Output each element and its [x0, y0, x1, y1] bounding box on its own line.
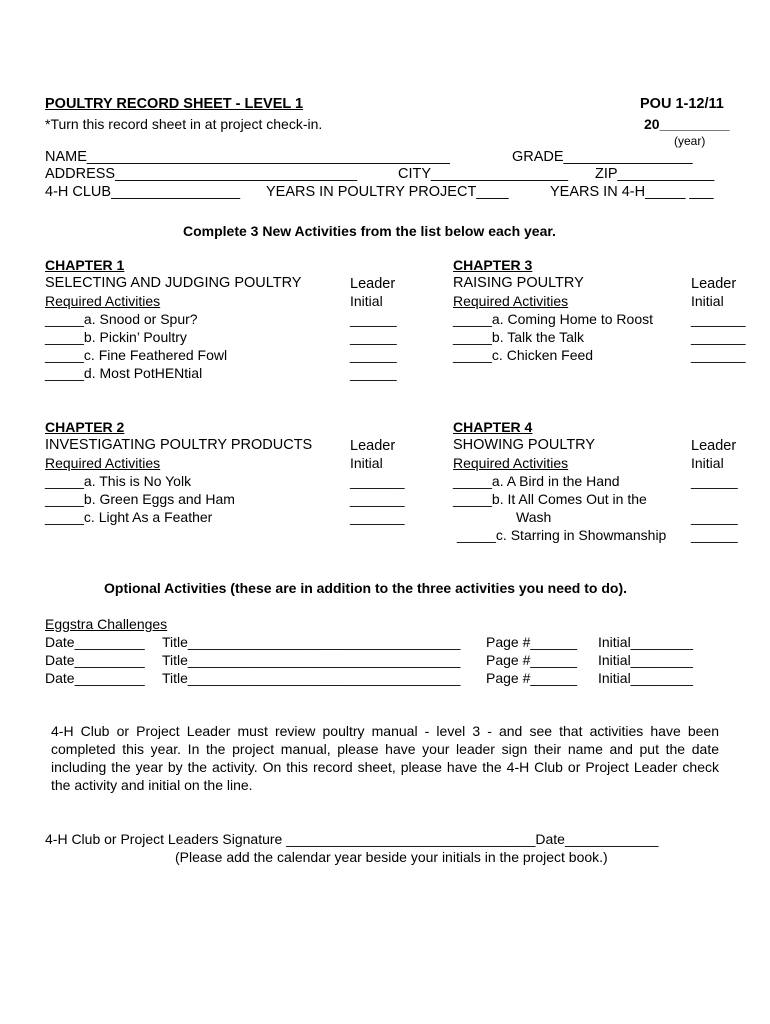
chapter-1-activity-d[interactable]: _____d. Most PotHENtial — [45, 365, 203, 381]
chapter-1-initial-label: Initial — [350, 293, 383, 309]
chapter-4-initial-line-b[interactable]: ______ — [691, 509, 738, 525]
chapter-2-initial-line-c[interactable]: _______ — [350, 509, 405, 525]
year-field[interactable]: 20_________ — [644, 116, 730, 132]
optional-initial-field-2[interactable]: Initial________ — [598, 652, 693, 668]
check-in-note: *Turn this record sheet in at project check-in. — [45, 116, 323, 132]
chapter-1-required: Required Activities — [45, 293, 161, 309]
chapter-4-activity-b[interactable]: _____b. It All Comes Out in the — [453, 491, 647, 507]
optional-page-field-3[interactable]: Page #______ — [486, 670, 578, 686]
chapter-3-initial-line-c[interactable]: _______ — [691, 347, 746, 363]
chapter-2-initial-line-b[interactable]: _______ — [350, 491, 405, 507]
optional-date-field-2[interactable]: Date_________ — [45, 652, 145, 668]
city-field[interactable]: CITY_________________ — [398, 166, 569, 182]
optional-date-field-1[interactable]: Date_________ — [45, 634, 145, 650]
chapter-2-activity-c[interactable]: _____c. Light As a Feather — [45, 509, 213, 525]
chapter-3-initial-line-a[interactable]: _______ — [691, 311, 746, 327]
grade-field[interactable]: GRADE________________ — [512, 149, 693, 165]
chapter-1-initial-line-b[interactable]: ______ — [350, 329, 397, 345]
optional-initial-field-1[interactable]: Initial________ — [598, 634, 693, 650]
chapter-1-initial-line-a[interactable]: ______ — [350, 311, 397, 327]
chapter-3-initial-label: Initial — [691, 293, 724, 309]
chapter-4-initial-line-a[interactable]: ______ — [691, 473, 738, 489]
optional-initial-field-3[interactable]: Initial________ — [598, 670, 693, 686]
club-field[interactable]: 4-H CLUB________________ — [45, 184, 241, 200]
instructions: Complete 3 New Activities from the list below each year. — [183, 223, 556, 239]
chapter-4-activity-a[interactable]: _____a. A Bird in the Hand — [453, 473, 620, 489]
chapter-1-leader-label: Leader — [350, 276, 396, 292]
optional-title-field-2[interactable]: Title___________________________________ — [162, 652, 461, 668]
chapter-3-subtitle: RAISING POULTRY — [453, 275, 584, 291]
chapter-3-required: Required Activities — [453, 293, 569, 309]
chapter-2-initial-line-a[interactable]: _______ — [350, 473, 405, 489]
chapter-1-subtitle: SELECTING AND JUDGING POULTRY — [45, 275, 302, 291]
signature-note: (Please add the calendar year beside your initials in the project book.) — [175, 849, 608, 865]
chapter-4-required: Required Activities — [453, 455, 569, 471]
chapter-1-initial-line-d[interactable]: ______ — [350, 365, 397, 381]
optional-page-field-2[interactable]: Page #______ — [486, 652, 578, 668]
chapter-1-initial-line-c[interactable]: ______ — [350, 347, 397, 363]
chapter-1-activity-b[interactable]: _____b. Pickin’ Poultry — [45, 329, 187, 345]
chapter-2-leader-label: Leader — [350, 438, 396, 454]
leader-review-instructions: 4-H Club or Project Leader must review poultry manual - level 3 - and see that activities have been completed this year. In the project manual, please have your leader sign their name and put the date including the year by the activity. On this record sheet, please have the 4-H Club or Project Leader check the activity and initial on the line. — [51, 723, 719, 793]
chapter-2-activity-b[interactable]: _____b. Green Eggs and Ham — [45, 491, 235, 507]
years-in-4h-field[interactable]: YEARS IN 4-H_____ ___ — [550, 184, 714, 200]
chapter-4-activity-b-continued: Wash — [516, 509, 552, 525]
chapter-4-subtitle: SHOWING POULTRY — [453, 437, 596, 453]
chapter-3-initial-line-b[interactable]: _______ — [691, 329, 746, 345]
chapter-2-initial-label: Initial — [350, 455, 383, 471]
optional-title-field-3[interactable]: Title___________________________________ — [162, 670, 461, 686]
chapter-4-activity-c[interactable]: _____c. Starring in Showmanship — [457, 527, 667, 543]
chapter-1-activity-a[interactable]: _____a. Snood or Spur? — [45, 311, 198, 327]
chapter-2-heading: CHAPTER 2 — [45, 419, 125, 435]
chapter-3-activity-a[interactable]: _____a. Coming Home to Roost — [453, 311, 653, 327]
optional-page-field-1[interactable]: Page #______ — [486, 634, 578, 650]
chapter-3-heading: CHAPTER 3 — [453, 257, 533, 273]
zip-field[interactable]: ZIP____________ — [595, 166, 715, 182]
years-in-project-field[interactable]: YEARS IN POULTRY PROJECT____ — [266, 184, 509, 200]
chapter-3-leader-label: Leader — [691, 276, 737, 292]
chapter-4-initial-line-c[interactable]: ______ — [691, 527, 738, 543]
chapter-2-required: Required Activities — [45, 455, 161, 471]
chapter-2-activity-a[interactable]: _____a. This is No Yolk — [45, 473, 192, 489]
address-field[interactable]: ADDRESS______________________________ — [45, 166, 358, 182]
chapter-3-activity-c[interactable]: _____c. Chicken Feed — [453, 347, 594, 363]
chapter-1-activity-c[interactable]: _____c. Fine Feathered Fowl — [45, 347, 228, 363]
name-field[interactable]: NAME_____________________________________________ — [45, 149, 450, 165]
optional-date-field-3[interactable]: Date_________ — [45, 670, 145, 686]
leader-signature-field[interactable]: 4-H Club or Project Leaders Signature ________________________________Date____________ — [45, 831, 659, 847]
year-caption: (year) — [674, 134, 706, 148]
chapter-2-subtitle: INVESTIGATING POULTRY PRODUCTS — [45, 437, 313, 453]
optional-title-field-1[interactable]: Title___________________________________ — [162, 634, 461, 650]
optional-activities-heading: Optional Activities (these are in addition to the three activities you need to do). — [104, 580, 628, 596]
chapter-4-heading: CHAPTER 4 — [453, 419, 533, 435]
chapter-4-leader-label: Leader — [691, 438, 737, 454]
form-code: POU 1-12/11 — [640, 96, 724, 112]
chapter-4-initial-label: Initial — [691, 455, 724, 471]
chapter-3-activity-b[interactable]: _____b. Talk the Talk — [453, 329, 585, 345]
page-title: POULTRY RECORD SHEET - LEVEL 1 — [45, 96, 304, 112]
eggstra-challenges-heading: Eggstra Challenges — [45, 616, 168, 632]
chapter-1-heading: CHAPTER 1 — [45, 257, 125, 273]
